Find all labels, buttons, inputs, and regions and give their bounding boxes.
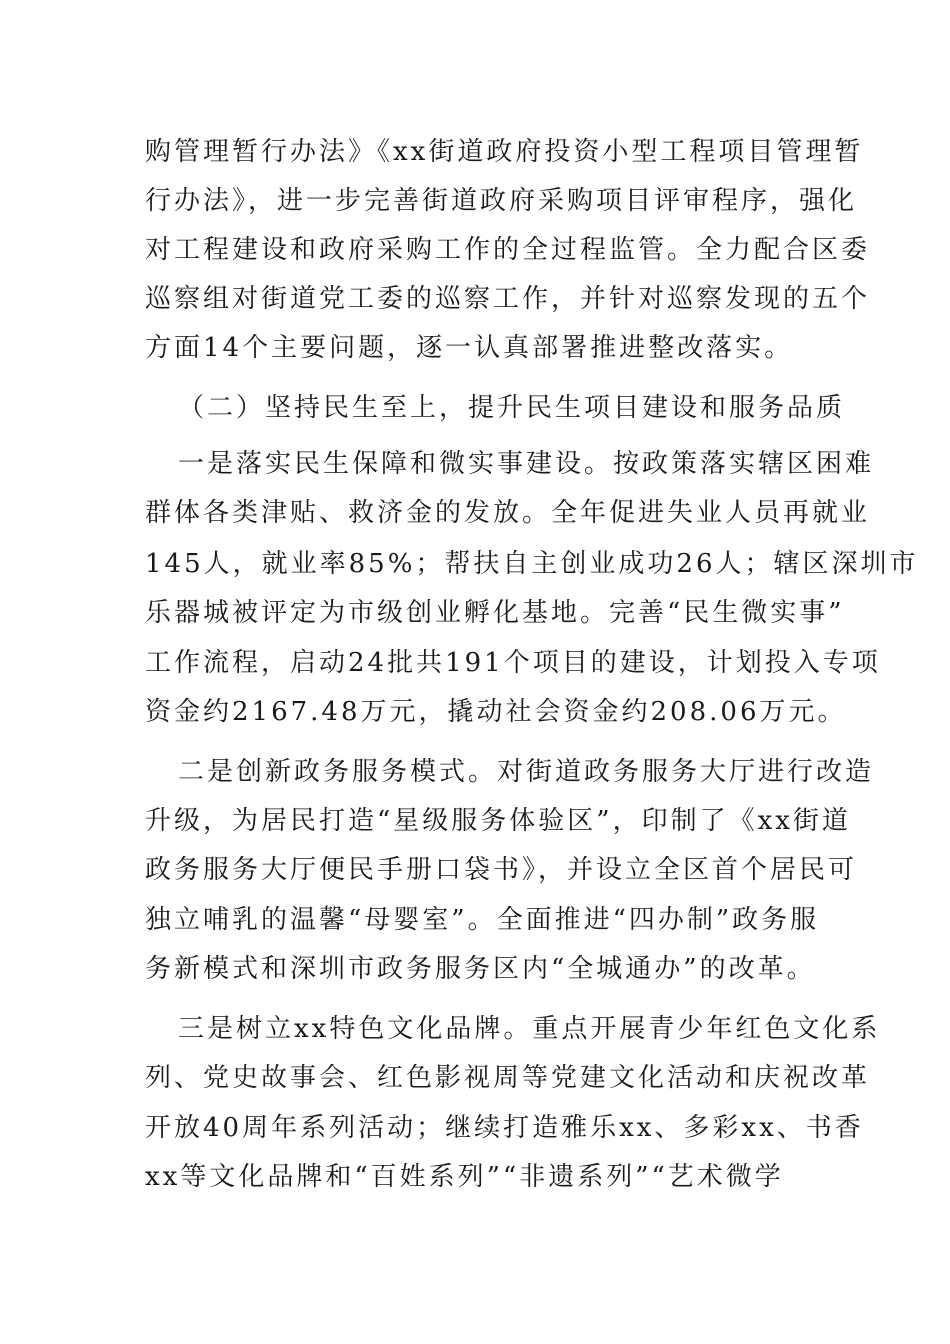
body-text-line: 行办法》，进一步完善街道政府采购项目评审程序，强化 xyxy=(145,186,858,216)
body-text-line: 列、党史故事会、红色影视周等党建文化活动和庆祝改革 xyxy=(145,1063,871,1093)
body-text-line: 资金约2167.48万元，撬动社会资金约208.06万元。 xyxy=(145,697,847,727)
paragraph-first-line: 三是树立xx特色文化品牌。重点开展青少年红色文化系 xyxy=(178,1014,881,1044)
section-heading: （二）坚持民生至上，提升民生项目建设和服务品质 xyxy=(178,393,846,423)
body-text-line: 开放40周年系列活动；继续打造雅乐xx、多彩xx、书香 xyxy=(145,1113,864,1143)
body-text-line: 群体各类津贴、救济金的发放。全年促进失业人员再就业 xyxy=(145,498,871,528)
body-text-line: 务新模式和深圳市政务服务区内“全城通办”的改革。 xyxy=(145,954,816,984)
body-text-line: 政务服务大厅便民手册口袋书》，并设立全区首个居民可 xyxy=(145,855,858,885)
body-text-line: xx等文化品牌和“百姓系列”“非遗系列”“艺术微学 xyxy=(145,1162,784,1192)
paragraph-first-line: 一是落实民生保障和微实事建设。按政策落实辖区困难 xyxy=(178,449,875,479)
body-text-line: 巡察组对街道党工委的巡察工作，并针对巡察发现的五个 xyxy=(145,284,871,314)
body-text-line: 升级，为居民打造“星级服务体验区”，印制了《xx街道 xyxy=(145,806,851,836)
body-text-line: 方面14个主要问题，逐一认真部署推进整改落实。 xyxy=(145,333,794,363)
body-text-line: 购管理暂行办法》《xx街道政府投资小型工程项目管理暂 xyxy=(145,137,864,167)
body-text-line: 145人，就业率85%；帮扶自主创业成功26人；辖区深圳市 xyxy=(145,549,919,579)
body-text-line: 独立哺乳的温馨“母婴室”。全面推进“四办制”政务服 xyxy=(145,905,820,935)
body-text-line: 工作流程，启动24批共191个项目的建设，计划投入专项 xyxy=(145,648,881,678)
paragraph-first-line: 二是创新政务服务模式。对街道政务服务大厅进行改造 xyxy=(178,757,875,787)
body-text-line: 乐器城被评定为市级创业孵化基地。完善“民生微实事” xyxy=(145,598,845,628)
body-text-line: 对工程建设和政府采购工作的全过程监管。全力配合区委 xyxy=(145,235,871,265)
